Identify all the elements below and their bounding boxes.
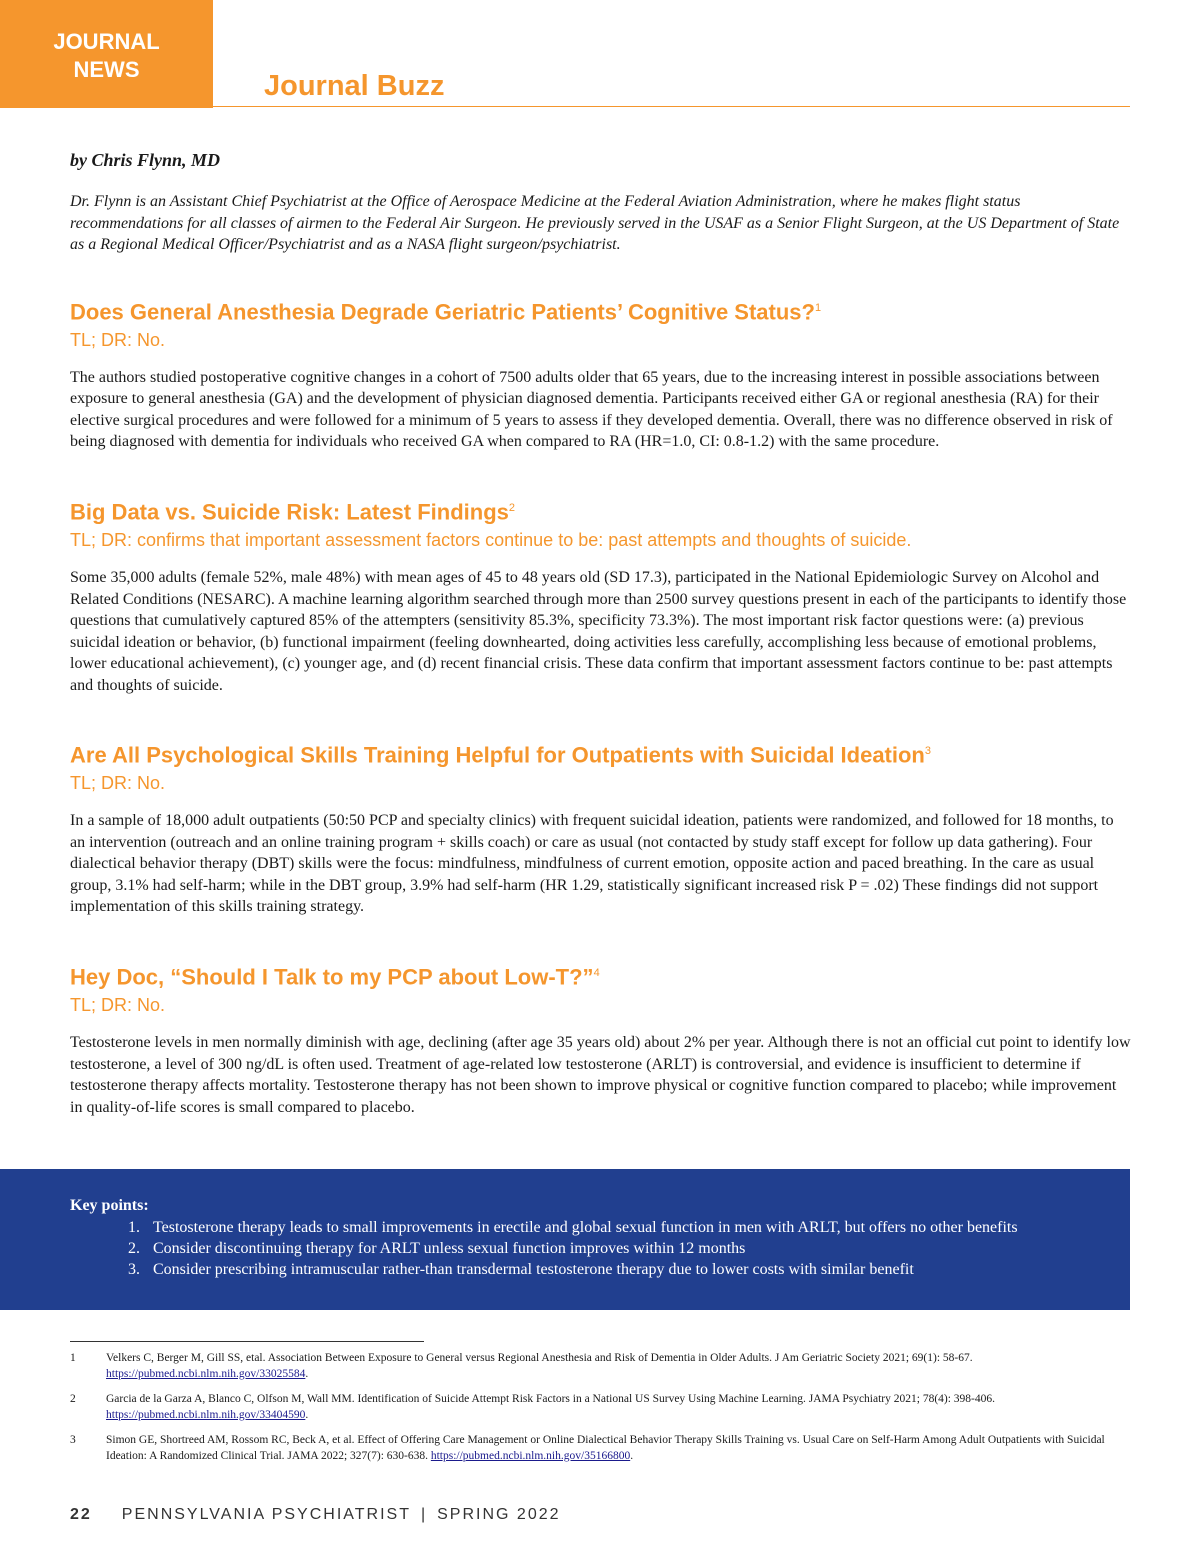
footnote [70, 1433, 1125, 1464]
byline: by Chris Flynn, MD [70, 150, 221, 170]
author-bio: Dr. Flynn is an Assistant Chief Psychiatrist at the Office of Aerospace Medicine at the Federal Aviation Administration, where he makes flight status recommendations for all classes of airmen to the Federal Air Surgeon. He previously served in the USAF as a Senior Flight Surgeon, at the US Department of State as a Regional Medical Officer/Psychiatrist and as a NASA flight surgeon/psychiatrist. [70, 193, 1120, 253]
reference-marker: 4 [593, 966, 600, 979]
publication-name: PENNSYLVANIA PSYCHIATRIST [121, 1506, 411, 1523]
footnote-text [106, 1392, 1125, 1423]
footnote [70, 1351, 1125, 1382]
page-number: 22 [70, 1506, 92, 1523]
key-point-item [70, 1238, 1130, 1259]
key-point-item [70, 1259, 1130, 1280]
reference-marker: 3 [924, 745, 931, 758]
article-body: Testosterone levels in men normally diminish with age, declining (after age 35 years old) about 2% per year. Although there is not an official cut point to identify low testosterone, a level of 300 ng/dL is often used. Treatment of age-related low testosterone (ARLT) is controversial, and evidence is insufficient to determine if testosterone therapy affects mortality. Testosterone therapy has not been shown to improve physical or cognitive function compared to placebo; while improvement in quality-of-life scores is small compared to placebo. [70, 1034, 1131, 1116]
article-body: In a sample of 18,000 adult outpatients (50:50 PCP and specialty clinics) with frequent suicidal ideation, patients were randomized, and followed for 18 months, to an intervention (outreach and an online training program + skills coach) or care as usual (not contacted by study staff except for follow up data gathering). Four dialectical behavior therapy (DBT) skills were the focus: mindfulness, mindfulness of current emotion, opposite action and paced breathing. In the care as usual group, 3.1% had self-harm; while in the DBT group, 3.9% had self-harm (HR 1.29, statistically significant increased risk P = .02) These findings did not support implementation of this skills training strategy. [70, 812, 1114, 916]
article-body: The authors studied postoperative cognitive changes in a cohort of 7500 adults older that 65 years, due to the increasing interest in possible associations between exposure to general anesthesia (GA) and the development of physician diagnosed dementia. Participants received either GA or regional anesthesia (RA) for their elective surgical procedures and were followed for a minimum of 5 years to assess if they developed dementia. Overall, there was no difference observed in risk of being diagnosed with dementia for individuals who received GA when compared to RA (HR=1.0, CI: 0.8-1.2) with the same procedure. [70, 368, 1113, 451]
section-tag [0, 0, 213, 108]
key-points-heading: Key points: [70, 1197, 149, 1214]
footnote-citation: Garcia de la Garza A, Blanco C, Olfson M, Wall MM. Identification of Suicide Attempt Risk Factors in a National US Survey Using Machine Learning. JAMA Psychiatry 2021; 78(4): 398-406. [106, 1393, 996, 1405]
footnote-citation: Simon GE, Shortreed AM, Rossom RC, Beck A, et al. Effect of Offering Care Management or Online Dialectical Behavior Therapy Skills Training vs. Usual Care on Self-Harm Among Adult Outpatients with Suicidal Ideation: A Randomized Clinical Trial. JAMA 2022; 327(7): 630-638. [106, 1434, 1105, 1462]
article-tldr: TL; DR: No. [70, 773, 166, 794]
article-4 [70, 959, 1132, 1118]
article-3 [70, 737, 1132, 918]
article-body: Some 35,000 adults (female 52%, male 48%) with mean ages of 45 to 48 years old (SD 17.3), participated in the National Epidemiologic Survey on Alcohol and Related Conditions (NESARC). A machine learning algorithm searched through more than 2500 survey questions present in each of the participants to identify those questions that cumulatively captured 85% of the attempters (sensitivity 85.3%, specificity 73.3%). The most important risk factor questions were: (a) previous suicidal ideation or behavior, (b) functional impairment (feeling downhearted, doing activities less carefully, accomplishing less because of emotional problems, lower educational achievement), (c) younger age, and (d) recent financial crisis. These data confirm that important assessment factors continue to be: past attempts and thoughts of suicide. [70, 569, 1127, 694]
reference-marker: 1 [814, 301, 822, 314]
key-point-text: Testosterone therapy leads to small improvements in erectile and global sexual function in men with ARLT, but offers no other benefits [153, 1219, 1018, 1236]
footnote-link[interactable]: https://pubmed.ncbi.nlm.nih.gov/33404590 [106, 1408, 306, 1421]
article-title-text: Big Data vs. Suicide Risk: Latest Findings [70, 499, 509, 525]
article-title [70, 294, 1132, 326]
article-tldr: TL; DR: confirms that important assessment factors continue to be: past attempts and thoughts of suicide. [70, 530, 912, 551]
footnote-citation: Velkers C, Berger M, Gill SS, etal. Association Between Exposure to General versus Regional Anesthesia and Risk of Dementia in Older Adults. J Am Geriatric Society 2021; 69(1): 58-67. [106, 1352, 973, 1364]
key-point-text: Consider prescribing intramuscular rather-than transdermal testosterone therapy due to lower costs with similar benefit [153, 1261, 914, 1278]
footnote-link[interactable]: https://pubmed.ncbi.nlm.nih.gov/33025584 [106, 1367, 306, 1380]
key-points-box [0, 1169, 1130, 1310]
article-title-text: Hey Doc, “Should I Talk to my PCP about Low-T?” [70, 964, 594, 990]
article-2 [70, 494, 1132, 696]
key-point-number: 2. [128, 1240, 140, 1257]
footnote [70, 1392, 1125, 1423]
key-points-list [70, 1217, 1130, 1280]
title-divider [213, 106, 1130, 107]
article-tldr: TL; DR: No. [70, 329, 166, 350]
footnote-number: 3 [70, 1434, 76, 1446]
article-title [70, 737, 1132, 769]
footnote-link[interactable]: https://pubmed.ncbi.nlm.nih.gov/35166800 [430, 1449, 631, 1462]
footnote-number: 2 [70, 1393, 76, 1405]
key-point-item [70, 1217, 1130, 1238]
footnotes [70, 1351, 1125, 1474]
footnote-period: . [305, 1408, 309, 1421]
article-tldr: TL; DR: No. [70, 995, 166, 1016]
footnote-text [106, 1351, 1125, 1382]
footnote-period: . [630, 1449, 634, 1462]
issue-name: SPRING 2022 [437, 1506, 561, 1523]
footnote-number: 1 [70, 1352, 76, 1364]
footnote-period: . [305, 1367, 309, 1380]
article-1 [70, 294, 1132, 453]
article-title [70, 494, 1132, 526]
page-footer [70, 1506, 561, 1524]
page-title: Journal Buzz [264, 70, 445, 102]
article-title [70, 959, 1132, 991]
article-title-text: Are All Psychological Skills Training Helpful for Outpatients with Suicidal Ideation [70, 742, 925, 768]
key-point-number: 1. [128, 1219, 140, 1236]
section-tag-line2: NEWS [73, 57, 140, 82]
footnote-text [106, 1433, 1125, 1464]
footer-separator: | [420, 1506, 428, 1523]
key-point-number: 3. [128, 1261, 140, 1278]
article-title-text: Does General Anesthesia Degrade Geriatric Patients’ Cognitive Status? [70, 298, 815, 324]
reference-marker: 2 [508, 501, 515, 514]
footnote-divider [70, 1341, 424, 1342]
section-tag-line1: JOURNAL [53, 29, 160, 54]
main-content [70, 150, 1132, 1159]
key-point-text: Consider discontinuing therapy for ARLT unless sexual function improves within 12 months [153, 1240, 746, 1257]
